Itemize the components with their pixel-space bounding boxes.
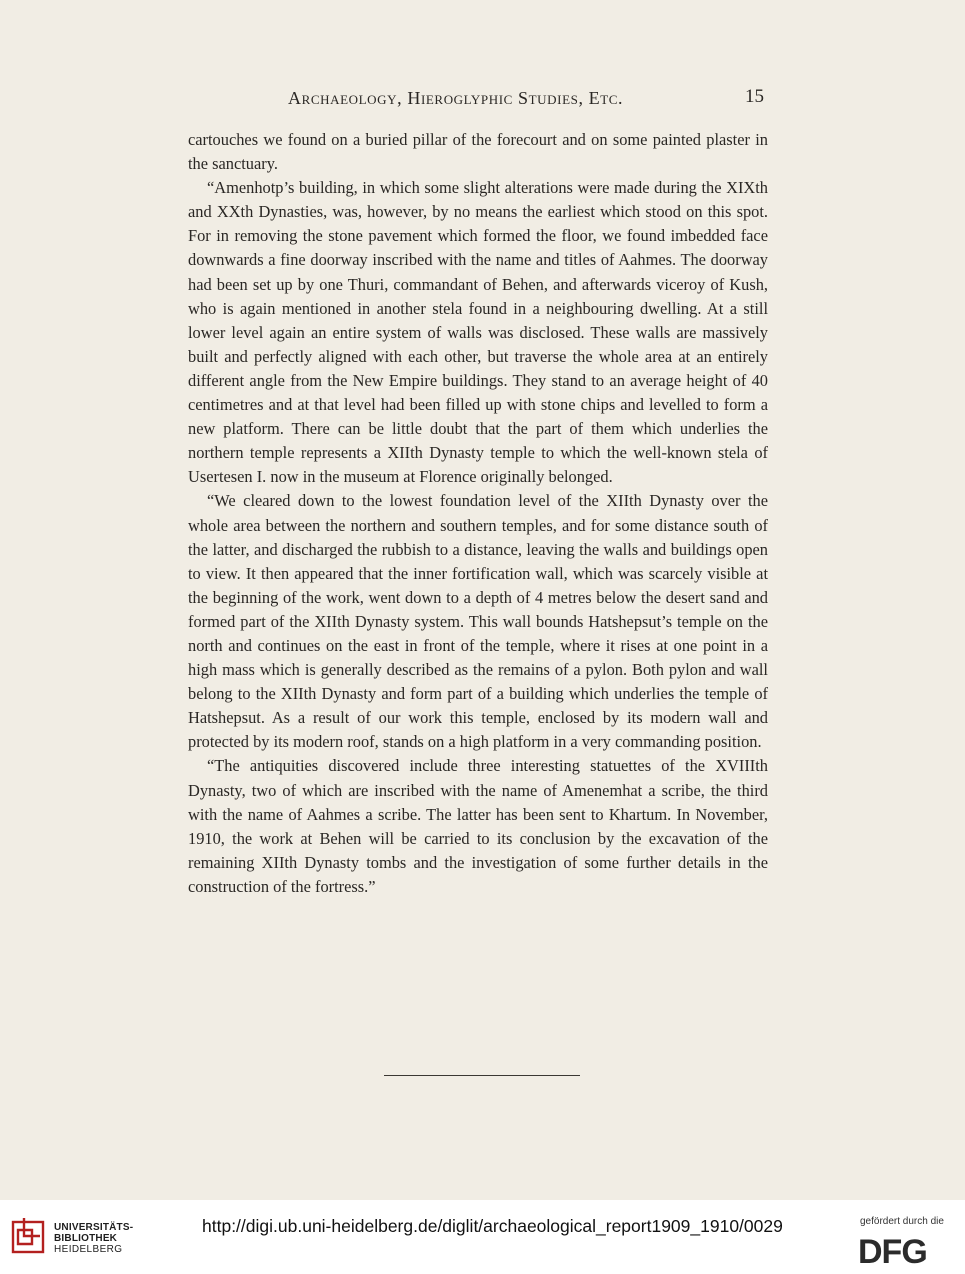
body-text (188, 128, 768, 899)
viewer-footer (0, 1200, 965, 1274)
running-head (188, 88, 768, 114)
paragraph-1: cartouches we found on a buried pillar of the forecourt and on some painted plaster in the sanctuary. (188, 130, 768, 174)
running-title: Archaeology, Hieroglyphic Studies, Etc. (288, 88, 624, 108)
paragraph-2: “Amenhotp’s building, in which some slight alterations were made during the XIXth and XXth Dynasties, was, however, by no means the earliest which stood on this spot. For in removing the stone pavement which formed the floor, we found imbedded face downwards a fine doorway inscribed with the name and titles of Aahmes. The doorway had been set up by one Thuri, commandant of Behen, and afterwards viceroy of Kush, who is again mentioned in another stela found in a neighbouring dwelling. At a still lower level again an entire system of walls was disclosed. These walls are massively built and perfectly aligned with each other, but traverse the whole area at an entirely different angle from the New Empire buildings. They stand to an average height of 40 centimetres and at that level had been filled up with stone chips and levelled to form a new platform. There can be little doubt that the part of them which underlies the northern temple represents a XIIth Dynasty temple to which the well-known stela of Usertesen I. now in the museum at Florence originally belonged. (188, 178, 768, 487)
paragraph-4: “The antiquities discovered include three interesting statuettes of the XVIIIth Dynasty, two of which are inscribed with the name of Amenemhat a scribe, the third with the name of Aahmes a scribe. The latter has been sent to Khartum. In November, 1910, the work at Behen will be carried to its conclusion by the excavation of the remaining XIIth Dynasty tombs and the investigation of some further details in the construction of the fortress.” (188, 756, 768, 896)
library-line-1: UNIVERSITÄTS- (54, 1222, 134, 1233)
permalink-url[interactable]: http://digi.ub.uni-heidelberg.de/diglit/archaeological_report1909_1910/0029 (202, 1216, 783, 1236)
end-rule (384, 1075, 580, 1076)
dfg-logo-icon[interactable] (858, 1234, 952, 1266)
paragraph-3: “We cleared down to the lowest foundation level of the XIIth Dynasty over the whole area between the northern and southern temples, and for some distance south of the latter, and discharged the rubbish to a distance, leaving the walls and buildings open to view. It then appeared that the inner fortification wall, which was scarcely visible at the beginning of the work, went down to a depth of 4 metres below the desert sand and formed part of the XIIth Dynasty system. This wall bounds Hatshepsut’s temple on the north and continues on the east in front of the temple, where it rises at one point in a high mass which is generally described as the remains of a pylon. Both pylon and wall belong to the XIIth Dynasty and form part of a building which underlies the temple of Hatshepsut. As a result of our work this temple, enclosed by its modern wall and protected by its modern roof, stands on a high platform in a very commanding position. (188, 491, 768, 752)
library-line-3: HEIDELBERG (54, 1244, 123, 1255)
dfg-logo-text: DFG (858, 1234, 927, 1266)
library-line-2: BIBLIOTHEK (54, 1233, 118, 1244)
university-library-logo-icon[interactable] (10, 1216, 46, 1256)
funding-caption: gefördert durch die (860, 1216, 944, 1227)
page-number: 15 (745, 86, 764, 107)
university-library-name (54, 1222, 133, 1255)
